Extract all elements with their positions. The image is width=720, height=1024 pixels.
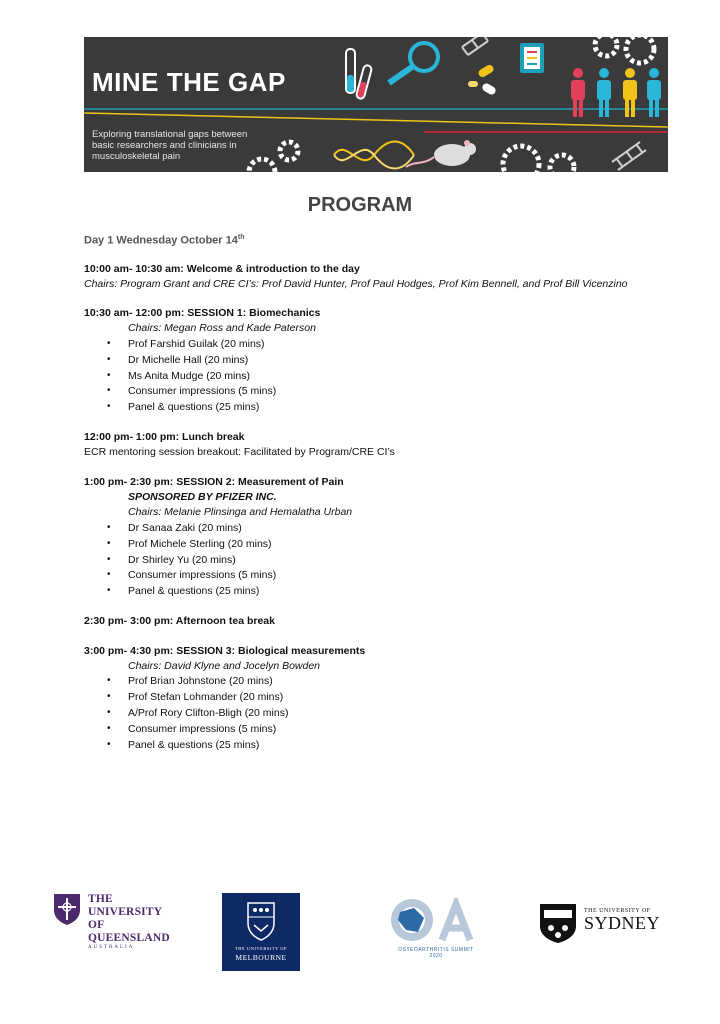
chairs-welcome: Chairs: Program Grant and CRE CI’s: Prof David Hunter, Prof Paul Hodges, Prof Kim Bennell, and Prof Bill Vicenzino: [84, 278, 628, 290]
ecr-mentoring-note: ECR mentoring session breakout: Facilitated by Program/CRE CI’s: [84, 446, 395, 458]
agenda-item-welcome: 10:00 am- 10:30 am: Welcome & introduction to the day: [84, 263, 360, 275]
banner-title: MINE THE GAP: [92, 67, 286, 97]
agenda-item-lunch: 12:00 pm- 1:00 pm: Lunch break: [84, 431, 245, 443]
speaker-item: • Panel & questions (25 mins): [128, 738, 259, 752]
uq-name-line3: AUSTRALIA: [88, 945, 135, 950]
pill-icon: [468, 64, 497, 96]
header-banner: [84, 37, 668, 172]
day-heading: [84, 234, 244, 247]
banner-subtitle: Exploring translational gaps between basic researchers and clinicians in musculoskeletal pain: [92, 129, 248, 162]
chairs-session-1: Chairs: Megan Ross and Kade Paterson: [128, 322, 316, 334]
speaker-item: • Dr Shirley Yu (20 mins): [128, 553, 236, 567]
speaker-item: • Prof Brian Johnstone (20 mins): [128, 674, 273, 688]
oa-line1: OSTEOARTHRITIS SUMMIT: [398, 947, 474, 953]
sponsor-note: SPONSORED BY PFIZER INC.: [128, 491, 277, 503]
day-suffix: th: [237, 234, 245, 241]
speaker-item: • Dr Michelle Hall (20 mins): [128, 353, 248, 367]
agenda-item-tea-break: 2:30 pm- 3:00 pm: Afternoon tea break: [84, 615, 275, 627]
oa-line2: 2020: [429, 953, 443, 959]
uq-crest-icon: [52, 892, 82, 926]
speaker-item: • Dr Sanaa Zaki (20 mins): [128, 521, 242, 535]
melbourne-crest-icon: [246, 901, 276, 941]
chairs-session-3: Chairs: David Klyne and Jocelyn Bowden: [128, 660, 321, 672]
uq-name-line2: OF QUEENSLAND: [88, 919, 170, 944]
speaker-item: • Ms Anita Mudge (20 mins): [128, 369, 250, 383]
agenda-item-session-1: 10:30 am- 12:00 pm: SESSION 1: Biomechanics: [84, 307, 321, 319]
ladder-icon: [462, 37, 646, 170]
chairs-session-2: Chairs: Melanie Plinsinga and Hemalatha Urban: [128, 506, 353, 518]
speaker-item: • Consumer impressions (5 mins): [128, 384, 276, 398]
speaker-item: • A/Prof Rory Clifton-Bligh (20 mins): [128, 706, 288, 720]
agenda-item-session-3: 3:00 pm- 4:30 pm: SESSION 3: Biological measurements: [84, 645, 366, 657]
sydney-crest-icon: [538, 902, 578, 944]
day-text: Day 1 Wednesday October 14: [84, 234, 238, 247]
speaker-item: • Prof Michele Sterling (20 mins): [128, 537, 272, 551]
oa-mark-icon: [388, 898, 484, 946]
speaker-item: • Prof Stefan Lohmander (20 mins): [128, 690, 283, 704]
speaker-item: • Consumer impressions (5 mins): [128, 722, 276, 736]
clipboard-icon: [520, 43, 544, 73]
speaker-item: • Panel & questions (25 mins): [128, 400, 259, 414]
sydney-line2: SYDNEY: [584, 913, 661, 933]
sydney-line1: THE UNIVERSITY OF: [584, 908, 651, 914]
mouse-icon: [406, 140, 476, 167]
program-heading: PROGRAM: [307, 194, 413, 216]
melbourne-line2: MELBOURNE: [235, 953, 287, 962]
agenda-item-session-2: 1:00 pm- 2:30 pm: SESSION 2: Measurement of Pain: [84, 476, 344, 488]
speaker-item: • Panel & questions (25 mins): [128, 584, 259, 598]
melbourne-line1: THE UNIVERSITY OF: [234, 946, 288, 951]
test-tube-icon: [346, 49, 372, 99]
dna-icon: [306, 142, 414, 173]
uq-name-line1: THE UNIVERSITY: [88, 893, 163, 918]
speaker-item: • Consumer impressions (5 mins): [128, 568, 276, 582]
speaker-item: • Prof Farshid Guilak (20 mins): [128, 337, 265, 351]
magnifier-icon: [389, 43, 438, 83]
melbourne-logo: [222, 893, 300, 971]
